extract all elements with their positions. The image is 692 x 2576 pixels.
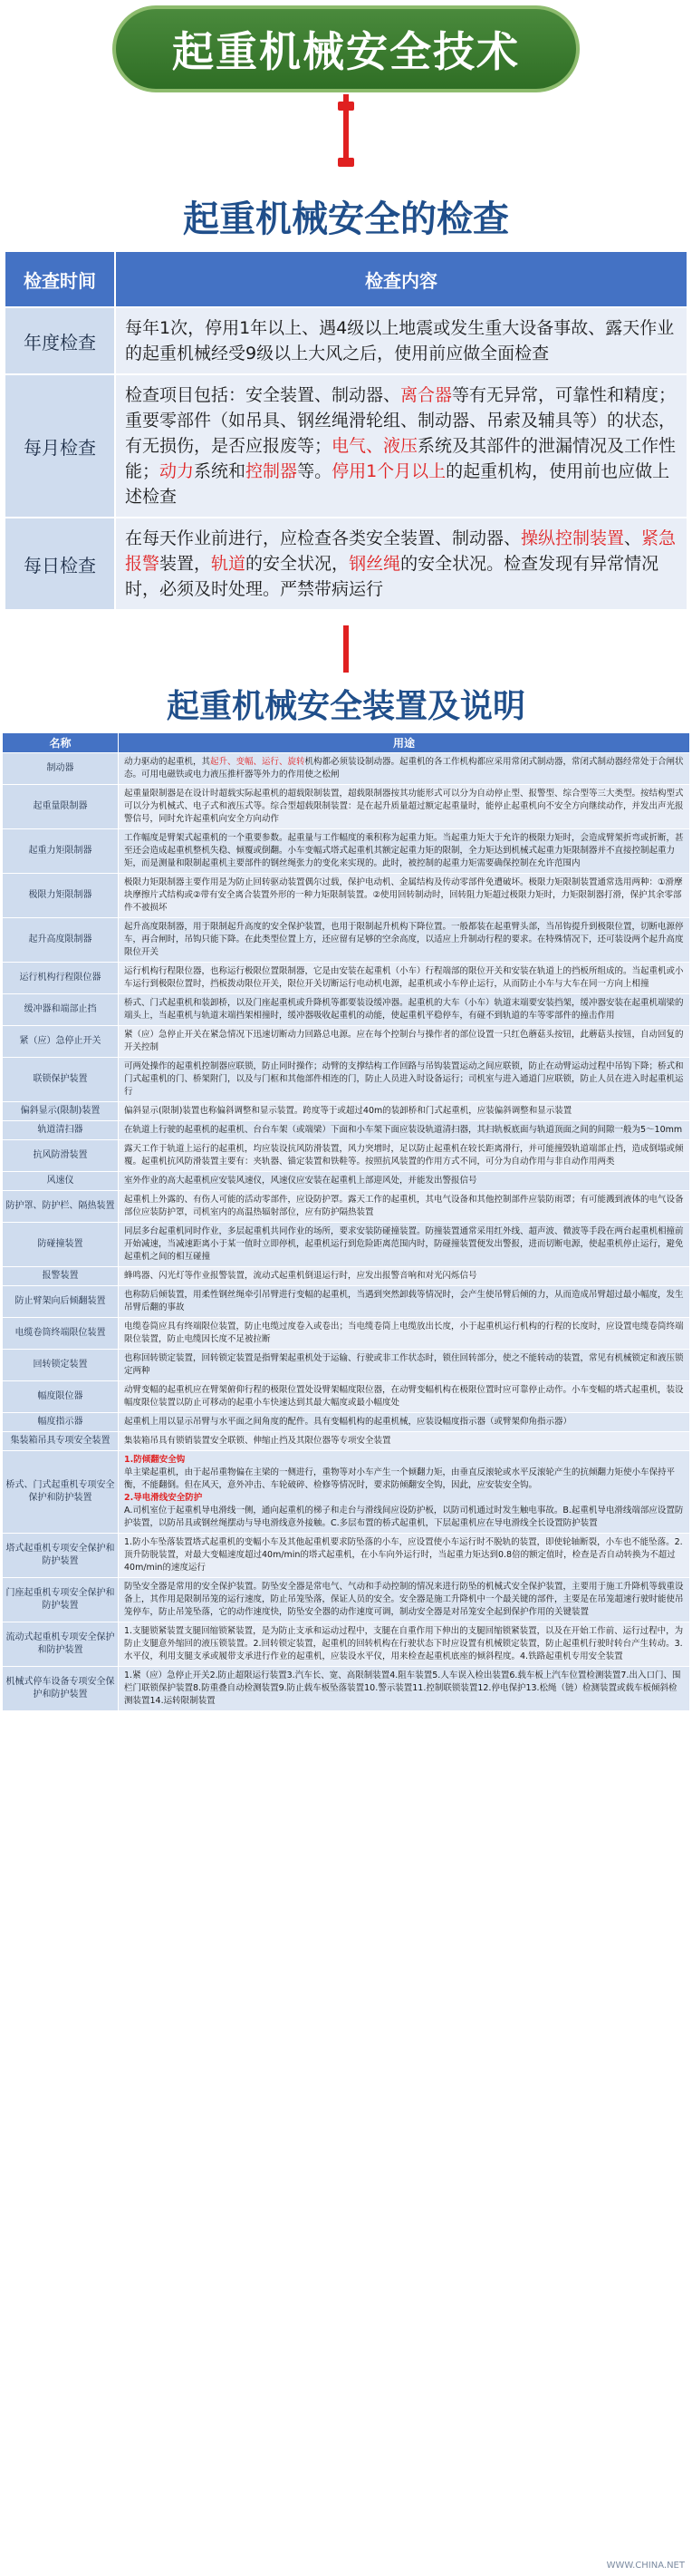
table-row [3,918,690,963]
header-content: 检查内容 [115,251,687,307]
table-row [3,1451,690,1534]
row-content [119,874,690,918]
content-text: 系统和 [194,461,246,481]
row-content [119,1140,690,1172]
highlight-text: 离合器 [400,385,453,405]
table-row [3,1058,690,1102]
row-label: 塔式起重机专项安全保护和防护装置 [3,1534,119,1578]
row-label: 年度检查 [5,307,115,374]
table-row [3,1318,690,1350]
content-text: 在轨道上行驶的起重机的起重机、台台车架（或端梁）下面和小车架下面应装设轨道清扫器，其扫轨板底面与轨道顶面之间的间隙一般为5～10mm [124,1125,683,1135]
table-row [3,1286,690,1318]
subheading-text: 1.防倾翻安全钩 [124,1455,186,1465]
content-text: 等。 [297,461,332,481]
connector-dot-2 [338,158,354,167]
table-row [3,1432,690,1451]
table-row [3,1534,690,1578]
content-text: 也称回转锁定装置，回转锁定装置是指臂架起重机处于运输、行驶或非工作状态时，锁住回转部分，使之不能转动的装置，常见有机械锁定和液压锁定两种 [124,1353,684,1376]
highlight-text: 电气、液压 [332,436,418,456]
row-content [119,1451,690,1534]
content-text: 塔式起重机的变幅小车及其他起重机要求防坠落的小车，应设置使小车运行时不脱轨的装置，即使轮轴断裂，小车也不能坠落。2.顶升防脱装置，对最大变幅速度超过40m/min的塔式起重机，在小车向外运行时，当起重力矩达到0.8倍的额定值时，检查是否自动转换为不超过40m/min的速度运行 [124,1537,683,1573]
highlight-text: 动力 [159,461,195,481]
content-text: 电缆卷筒应具有终端限位装置，防止电缆过度卷入或卷出；当电缆卷筒上电缆放出长度，小于起重机运行机构的行程的长度时，应设置电缆卷筒终端限位装置，防止电缆因长度不足被拉断 [124,1322,684,1344]
content-text: A.司机室位于起重机导电滑线一侧，通向起重机的梯子和走台与滑线间应设防护板，以防司机通过时发生触电事故。B.起重机导电滑线端部应设置防护装置，以防吊具或钢丝绳摆动与导电滑线意外接触。C.多层布置的桥式起重机，下层起重机应在导电滑线全长设置防护装置 [124,1506,684,1528]
content-text: 起升高度限制器，用于限制起升高度的安全保护装置，也用于限制起升机构下降位置。一般都装在起重臂头部，当吊钩提升到极限位置，切断电源停车，再合闸时，吊钩只能下降。在此类型位置上方，还应留有足够的空余高度，以适应上升制动行程的要求。在特殊情况下，还可装设两个起升高度限位开关 [124,922,684,957]
row-content [119,1286,690,1318]
content-text: 偏斜显示(限制)装置也称偏斜调整和显示装置。跨度等于或超过40m的装卸桥和门式起重机，应装偏斜调整和显示装置 [124,1106,572,1116]
row-content [119,1121,690,1140]
row-content [119,1432,690,1451]
watermark: WWW.CHINA.NET [606,2561,685,2571]
row-content [119,994,690,1026]
row-content [119,1578,690,1622]
content-text: 蜂鸣器、闪光灯等作业报警装置，流动式起重机倒退运行时，应发出报警音响和对光闪烁信号 [124,1271,477,1281]
row-label: 机械式停车设备专项安全保护和防护装置 [3,1667,119,1711]
header-use: 用途 [119,733,690,753]
row-label: 起重量限制器 [3,785,119,829]
table-row [3,1267,690,1286]
content-text: 安全器是施工升降机中一个最关键的部件，主要是在吊笼超速行驶时能使吊笼停车，防止吊笼坠落，它的动作速度快，防坠安全器的动作速度可调，制动安全器是对吊笼安全起到保护作用的关键装置 [124,1594,684,1617]
content-text: 的安全状况， [245,554,350,574]
subheading-text: 2.导电滑线安全防护 [124,1493,203,1503]
row-label: 防碰撞装置 [3,1223,119,1267]
row-content [119,785,690,829]
table-row [5,374,687,518]
table-row [3,1102,690,1121]
table-row [3,1121,690,1140]
content-text: 动力驱动的起重机，其 [124,757,211,767]
content-text: 的安全状况。检查发现有异常情况时，必须及时处理。严禁带病运行 [125,554,659,599]
content-text: 室外作业的高大起重机应安装风速仪，风速仪应安装在起重机上部迎风处，并能发出警报信号 [124,1176,477,1186]
content-text: 动臂变幅的起重机应在臂架俯仰行程的极限位置处设臂架幅度限位器，在动臂变幅机构在极限位置时应可靠停止动作。小车变幅的塔式起重机，装设幅度限位装置以防止可移动的起重小车快速达到其最大幅度或最小幅度处 [124,1385,684,1408]
table-row [3,1667,690,1711]
content-text: 极限力矩限制器主要作用是为防止回转驱动装置偶尔过载，保护电动机、金属结构及传动零部件免遭破坏。极限力矩限制装置通常选用两种：①滑摩块摩擦片式结构或②带有安全离合装置外形的一种力矩限制装置。②使用回转制动时，回转阻力矩超过极限力矩时，力矩限制器打滑，保护其余零部件不被损坏 [124,877,683,913]
table-row [5,518,687,610]
connector-line-3 [343,625,349,673]
table-row [3,994,690,1026]
content-text: 桥式、门式起重机和装卸桥，以及门座起重机或升降机等都要装设缓冲器。起重机的大车（小车）轨道末端要安装挡架，缓冲器安装在起重机端梁的端头上，当起重机与轨道末端挡架相撞时，缓冲器吸收起重机的动能，使起重机平稳停车，有碰不到轨道的车等零部件的撞击作用 [124,998,684,1021]
table-row [3,1381,690,1413]
table-row [3,1191,690,1223]
row-label: 流动式起重机专项安全保护和防护装置 [3,1622,119,1667]
table-row [3,1350,690,1381]
content-text: 系统及其部件的泄漏情况及工作性能； [125,436,677,481]
content-text: 支腿回缩锁紧装置，是为防止支承和运动过程中，支腿在自重作用下伸出的支腿回缩锁紧装置，以及在开始工作前、运行过程中，为防止支腿意外缩回的液压锁装置。2.回转锁定装置，起重机的回转机构在行驶状态下时应设置有机械锁定装置，防止起重机行驶时转台产生转动。3.水平仪，利用支腿支承或履带支承进行作业的起重机，应装设水平仪，用来检查起重机底座的倾斜程度。4.铁路起重机专用安全装置 [124,1626,684,1661]
row-content [119,829,690,874]
table-row [3,1172,690,1191]
content-text: 露天工作于轨道上运行的起重机，均应装设抗风防滑装置，风力突增时，足以防止起重机在较长距离滑行，并可能撞毁轨道端部止挡，造成倒塌或倾覆。起重机抗风防滑装置主要有：夹轨器、锚定装置和铁鞋等。按照抗风装置的作用方式不同，可分为自动作用与非自动作用两类 [124,1144,684,1167]
header-name: 名称 [3,733,119,753]
row-content [119,1223,690,1267]
table-row [3,963,690,994]
table-row [3,1026,690,1058]
connector-area [0,102,692,189]
row-label: 缓冲器和端部止挡 [3,994,119,1026]
row-content [119,1026,690,1058]
content-text: 运行机构行程限位器，也称运行极限位置限制器，它是由安装在起重机（小车）行程端部的限位开关和安装在轨道上的挡板所组成的。当起重机或小车运行到极限位置时，挡板拨动限位开关，限位开关切断运行电动机电源，起重机或小车停止运行，从而防止小车与大车在同一方向上相撞 [124,966,684,989]
highlight-text: 紧急报警 [125,528,677,574]
row-label: 极限力矩限制器 [3,874,119,918]
row-label: 起重力矩限制器 [3,829,119,874]
content-text: 集装箱吊具有锁销装置安全联锁、伸缩止挡及其限位器等专项安全装置 [124,1436,391,1446]
content-text: 等有无异常，可靠性和精度；重要零部件（如吊具、钢丝绳滑轮组、制动器、吊索及辅具等）的状态，有无损伤，是否应报废等； [125,385,677,456]
row-content [119,918,690,963]
table-row [3,1140,690,1172]
banner-title: 起重机械安全技术 [112,5,580,92]
header-time: 检查时间 [5,251,115,307]
row-content [119,1318,690,1350]
table-row [3,874,690,918]
row-label: 联锁保护装置 [3,1058,119,1102]
row-content [119,1191,690,1223]
row-label: 门座起重机专项安全保护和防护装置 [3,1578,119,1622]
content-text: 1.支腿锁紧装置 [124,1626,185,1636]
row-content [119,1267,690,1286]
content-text: 工作幅度是臂架式起重机的一个重要参数。起重量与工作幅度的乘积称为起重力矩。当起重力矩大于允许的极限力矩时，会造成臂架折弯或折断，甚至还会造成起重机整机失稳、倾覆或倒翻。小车变幅式塔式起重机其额定起重力矩的限制，全力矩达到机械式起重力矩限制器并不直接控制起重力矩，而是测量和限制起重机主要部件的钢丝绳张力的变化来实现的。此时，被控制的起重力矩需要确保控制在允许范围内 [124,833,684,868]
row-content [119,1350,690,1381]
table-row [5,307,687,374]
row-content [119,1381,690,1413]
row-label: 报警装置 [3,1267,119,1286]
content-text: 紧（应）急停止开关在紧急情况下迅速切断动力回路总电源。应在每个控制台与操作者的部位设置一只红色蘑菇头按钮，此蘑菇头按钮，自动回复的开关控制 [124,1030,684,1052]
row-label: 偏斜显示(限制)装置 [3,1102,119,1121]
section2-title: 起重机械安全装置及说明 [166,688,525,725]
section1-title: 起重机械安全的检查 [183,199,509,240]
row-label: 桥式、门式起重机专项安全保护和防护装置 [3,1451,119,1534]
content-text: 防坠安全器是常电气、气动和手动控制的情况来进行防坠的机械式安全保护装置，主要用于施工升降机等载重设备上，其作用是限制吊笼的运行速度，防止吊笼坠落，保证人员的安全。 [124,1582,684,1604]
banner-area [0,0,692,102]
row-content [119,1667,690,1711]
table-row [3,1223,690,1267]
content-text: 起重量限制器是在设计时超载实际起重机的超载限制装置，超载限制器按其功能形式可以分为自动停止型、报警型、综合型等三大类型。按结构型式可以分为机械式、电子式和液压式等。综合型超载限制装置：是在起升质量超过额定起重量时，能停止起重机向不安全方向继续动作，并发出声光报警信号，同时允许起重机向安全方向动作 [124,789,684,824]
row-content [115,374,687,518]
row-content [115,518,687,610]
content-text: 1.紧（应）急停止开关2.防止超限运行装置3.汽车长、宽、高限制装置4.阻车装置5.人车误入检出装置6.载车板上汽车位置检测装置7.出入口门、围栏门联锁保护装置8.防重叠自动检测装置9.防止载车板坠落装置10.警示装置11.控制联锁装置12.停电保护13.松绳（链）检测装置或载车板倾斜检测装置14.运转限制装置 [124,1671,681,1706]
content-text: 每年1次，停用1年以上、遇4级以上地震或发生重大设备事故、露天作业的起重机械经受9级以上大风之后，使用前应做全面检查 [125,318,675,363]
content-text: 也称防后倾装置，用柔性钢丝绳牵引吊臂进行变幅的起重机，当遇到突然卸载等情况时，会产生使吊臂后倾的力，从而造成吊臂超过最小幅度，发生吊臂后翻的事故 [124,1290,684,1312]
row-content [119,963,690,994]
content-text: 装置， [159,554,212,574]
content-text: 防坠安全器是常用的安全保护装置。 [124,1582,263,1592]
row-label: 紧（应）急停止开关 [3,1026,119,1058]
row-content [119,1534,690,1578]
row-content [119,1102,690,1121]
connector-area-2 [0,611,692,682]
content-text: 检查项目包括：安全装置、制动器、 [125,385,401,405]
row-content [119,1413,690,1432]
content-text: 起重机上用以显示吊臂与水平面之间角度的配件。具有变幅机构的起重机械，应装设幅度指示器（或臂架仰角指示器） [124,1417,572,1427]
row-label: 电缆卷筒终端限位装置 [3,1318,119,1350]
row-content [119,1622,690,1667]
table-row [3,1413,690,1432]
row-label: 风速仪 [3,1172,119,1191]
row-label: 回转锁定装置 [3,1350,119,1381]
row-content [119,753,690,785]
table-row [3,1578,690,1622]
row-label: 幅度指示器 [3,1413,119,1432]
content-text: 单主梁起重机，由于起吊重物偏在主梁的一侧进行，重物等对小车产生一个倾翻力矩，由垂直反滚轮或水平反滚轮产生的抗倾翻力矩使小车保持平衡，不能翻倒。但在风天，意外冲击、车轮破碎、检修等情况时，要求防倾翻安全钩，因此，应安装安全钩。 [124,1467,676,1490]
row-label: 幅度限位器 [3,1381,119,1413]
row-content [119,1172,690,1191]
highlight-text: 停用1个月以上 [332,461,447,481]
row-label: 制动器 [3,753,119,785]
highlight-text: 操纵控制装置 [521,528,625,548]
table-row [3,1622,690,1667]
row-label: 每日检查 [5,518,115,610]
table-row [3,829,690,874]
row-label: 抗风防滑装置 [3,1140,119,1172]
connector-dot [338,102,354,111]
row-label: 集装箱吊具专项安全装置 [3,1432,119,1451]
row-label: 防护罩、防护栏、隔热装置 [3,1191,119,1223]
content-text: 同层多台起重机同时作业，多层起重机共同作业的场所，要求安装防碰撞装置。防撞装置通常采用红外线、超声波、微波等手段在两台起重机相撞前开始减速，当减速距离小于某一值时立即停机，起重机运行到危险距离范围内时，防碰撞装置便发出警报，进而切断电源，使起重机停止运行，避免起重机之间的相互碰撞 [124,1226,684,1262]
row-content [115,307,687,374]
table-row [3,753,690,785]
content-text: 机构都必须装设制动器。起重机的各工作机构都应采用常闭式制动器，常闭式制动器经常处于合闸状态。可用电磁铁或电力液压推杆器等外力的作用使之松闸 [124,757,684,780]
row-label: 起升高度限制器 [3,918,119,963]
row-label: 防止臂架向后倾翻装置 [3,1286,119,1318]
content-text: 、 [624,528,642,548]
highlight-text: 控制器 [245,461,298,481]
row-label: 运行机构行程限位器 [3,963,119,994]
content-text: 在每天作业前进行，应检查各类安全装置、制动器、 [125,528,522,548]
connector-line-2 [343,111,349,160]
table-row [3,785,690,829]
content-text: 1.防小车坠落装置 [124,1537,193,1547]
highlight-text: 起升、变幅、运行、旋转 [210,757,305,767]
content-text: 的起重机构，使用前也应做上述检查 [125,461,670,507]
row-content [119,1058,690,1102]
content-text: 可两处操作的起重机控制器应联锁，防止同时操作；动臂的支撑结构工作回路与吊钩装置运动之间应联锁，防止在动臂运动过程中吊钩下降；桥式和门式起重机的门、桥架附门，以及与门框和其他部件相连的门，防止人员进入时设备运行；司机室与进入通道门应联锁，防止人员在进入时起重机运行 [124,1061,684,1097]
content-text: 起重机上外露的、有伤人可能的活动零部件，应设防护罩。露天工作的起重机，其电气设备和其他控制部件应装防雨罩；有可能溅到液体的电气设备部位应装防护罩，司机室内的高温热辐射部位，应有防护隔热装置 [124,1195,684,1217]
inspection-table [4,250,688,611]
row-label: 轨道清扫器 [3,1121,119,1140]
highlight-text: 轨道 [211,554,246,574]
device-table [2,732,690,1711]
highlight-text: 钢丝绳 [349,554,401,574]
row-label: 每月检查 [5,374,115,518]
